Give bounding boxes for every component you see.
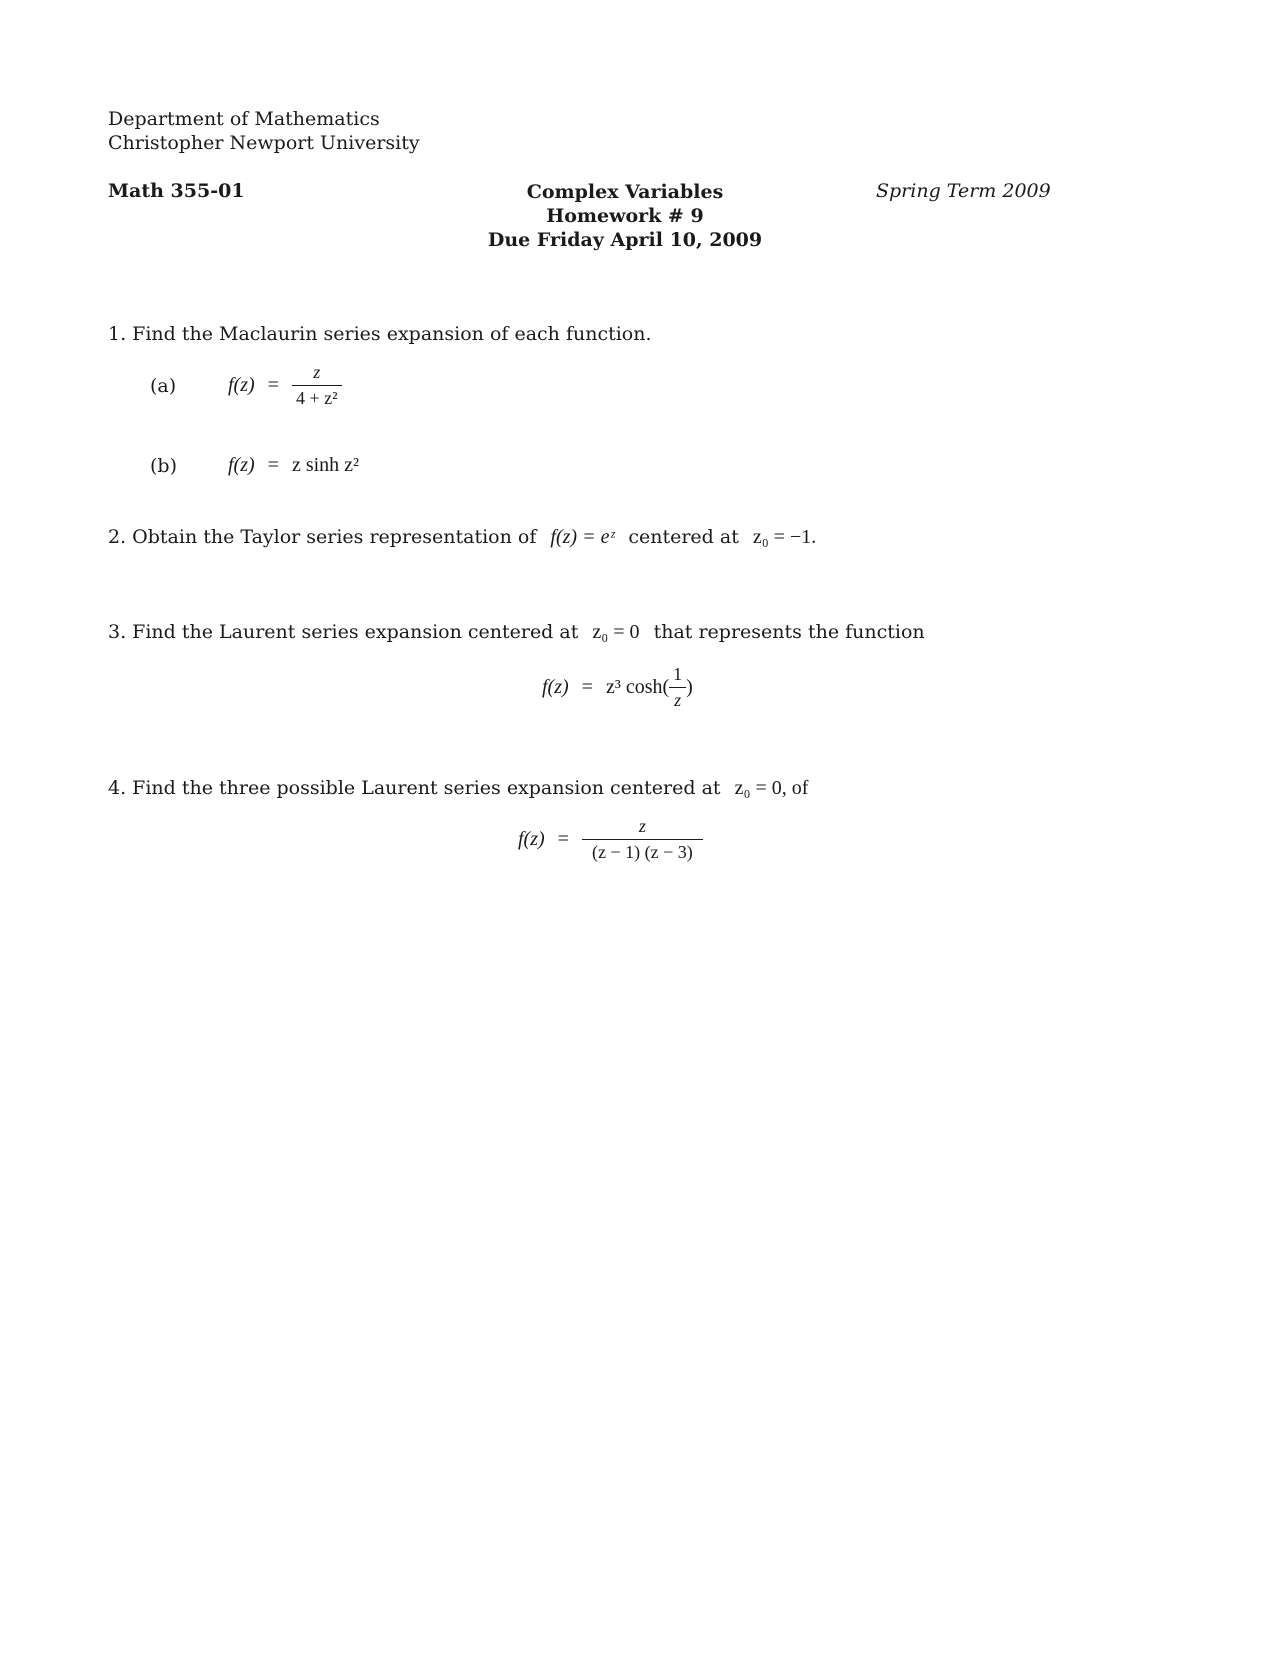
problem-4-center: z₀ = 0, of bbox=[734, 777, 809, 799]
department-name: Department of Mathematics bbox=[108, 108, 380, 130]
problem-4-lhs: f(z) bbox=[518, 828, 545, 850]
problem-3-denominator: z bbox=[669, 687, 686, 711]
problem-4-numerator: z bbox=[638, 816, 646, 836]
problem-3-rhs-b: ) bbox=[686, 676, 693, 698]
problem-1a-lhs: f(z) bbox=[228, 374, 255, 396]
problem-3-fraction bbox=[669, 664, 686, 711]
problem-4-text-a: 4. Find the three possible Laurent series expansion centered at bbox=[108, 777, 721, 799]
title-block bbox=[440, 180, 810, 252]
problem-3-numerator: 1 bbox=[673, 664, 683, 684]
problem-1a-fraction bbox=[292, 362, 342, 409]
problem-2-expression: f(z) = eᶻ bbox=[550, 526, 615, 548]
problem-2-text-b: centered at bbox=[628, 526, 739, 548]
problem-1a-label: (a) bbox=[150, 375, 177, 397]
problem-4-denominator: (z − 1) (z − 3) bbox=[582, 839, 703, 863]
problem-3-equals: = bbox=[581, 676, 593, 698]
problem-2-center: z₀ = −1. bbox=[752, 526, 817, 548]
term: Spring Term 2009 bbox=[876, 180, 1051, 202]
problem-4-fraction bbox=[582, 816, 703, 863]
problem-2 bbox=[108, 526, 816, 549]
problem-1b-equals: = bbox=[267, 454, 279, 476]
problem-3-equation bbox=[542, 664, 693, 711]
problem-1b-label: (b) bbox=[150, 455, 177, 477]
problem-4 bbox=[108, 777, 808, 800]
due-date: Due Friday April 10, 2009 bbox=[487, 229, 763, 251]
problem-1-text: 1. Find the Maclaurin series expansion of each function. bbox=[108, 323, 652, 345]
problem-3 bbox=[108, 621, 925, 644]
course-title: Complex Variables bbox=[526, 181, 724, 203]
problem-3-text-a: 3. Find the Laurent series expansion centered at bbox=[108, 621, 579, 643]
problem-1b-rhs: z sinh z² bbox=[291, 454, 360, 476]
homework-number: Homework # 9 bbox=[546, 205, 704, 227]
problem-1a-numerator: z bbox=[313, 362, 321, 382]
problem-3-rhs-a: z³ cosh( bbox=[605, 676, 670, 698]
problem-1b-lhs: f(z) bbox=[228, 454, 255, 476]
problem-2-text-a: 2. Obtain the Taylor series representation of bbox=[108, 526, 537, 548]
course-number: Math 355-01 bbox=[108, 180, 245, 202]
problem-4-equals: = bbox=[557, 828, 569, 850]
problem-3-center: z₀ = 0 bbox=[592, 621, 640, 643]
university-name: Christopher Newport University bbox=[108, 132, 420, 154]
problem-1a-equation bbox=[228, 362, 342, 409]
problem-1a-equals: = bbox=[267, 374, 279, 396]
problem-1b-equation bbox=[228, 454, 359, 477]
problem-3-text-b: that represents the function bbox=[653, 621, 925, 643]
problem-3-lhs: f(z) bbox=[542, 676, 569, 698]
problem-4-equation bbox=[518, 816, 703, 863]
problem-1a-denominator: 4 + z² bbox=[292, 385, 342, 409]
